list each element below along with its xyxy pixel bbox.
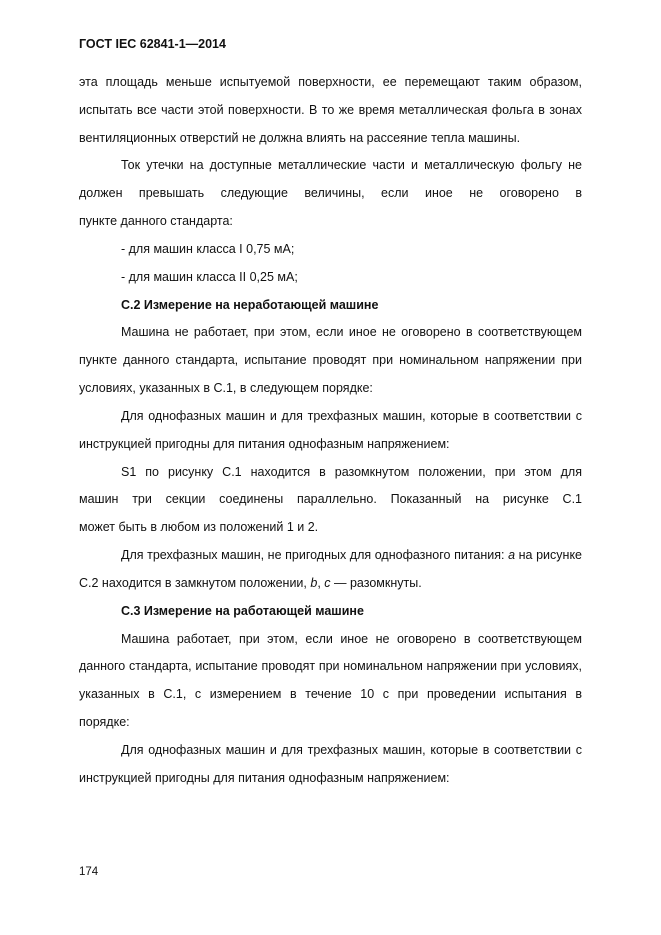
text-line: S1 по рисунку С.1 находится в разомкнутом положении, при этом для	[121, 464, 582, 479]
section-heading	[79, 292, 582, 320]
text-line: Машина не работает, при этом, если иное не оговорено в соответствующем	[121, 325, 582, 340]
document-header: ГОСТ IEC 62841-1—2014	[79, 37, 226, 51]
paragraph	[79, 69, 582, 152]
paragraph	[79, 236, 582, 264]
text-line: пункте данного стандарта:	[79, 214, 233, 229]
paragraph	[79, 319, 582, 402]
paragraph	[79, 264, 582, 292]
text-line: Ток утечки на доступные металлические части и металлическую фольгу не	[121, 158, 582, 173]
text-line: должен превышать следующие величины, если иное не оговорено в	[79, 186, 582, 201]
text-line: инструкцией пригодны для питания однофазным напряжением:	[79, 770, 450, 785]
paragraph	[79, 403, 582, 459]
text-line: Для однофазных машин и для трехфазных машин, которые в соответствии с	[121, 408, 582, 423]
text-line: порядке:	[79, 715, 130, 730]
text-line: С.2 Измерение на неработающей машине	[121, 297, 379, 312]
paragraph	[79, 542, 582, 598]
paragraph	[79, 737, 582, 793]
page-number: 174	[79, 866, 99, 878]
section-heading	[79, 598, 582, 626]
text-line: - для машин класса II 0,25 мА;	[121, 269, 298, 284]
text-line: данного стандарта, испытание проводят при номинальном напряжении при условиях,	[79, 659, 582, 674]
text-line: С.2 находится в замкнутом положении, b, c — разомкнуты.	[79, 575, 422, 590]
text-line: условиях, указанных в С.1, в следующем порядке:	[79, 381, 373, 396]
paragraph	[79, 626, 582, 737]
text-line: машин три секции соединены параллельно. Показанный на рисунке С.1	[79, 492, 582, 507]
text-line: испытать все части этой поверхности. В то же время металлическая фольга в зонах	[79, 102, 582, 117]
text-line: вентиляционных отверстий не должна влиять на рассеяние тепла машины.	[79, 130, 521, 145]
paragraph	[79, 152, 582, 235]
text-line: указанных в С.1, с измерением в течение 10 с при проведении испытания в	[79, 687, 582, 702]
text-line: эта площадь меньше испытуемой поверхности, ее перемещают таким образом,	[79, 75, 582, 89]
text-line: пункте данного стандарта, испытание проводят при номинальном напряжении при	[79, 353, 582, 368]
text-line: С.3 Измерение на работающей машине	[121, 603, 364, 618]
paragraph	[79, 459, 582, 542]
text-line: Для трехфазных машин, не пригодных для однофазного питания: a на рисунке	[121, 548, 582, 563]
text-line: - для машин класса I 0,75 мА;	[121, 241, 295, 256]
text-line: Машина работает, при этом, если иное не оговорено в соответствующем	[121, 631, 582, 646]
document-body	[79, 69, 582, 793]
text-line: Для однофазных машин и для трехфазных машин, которые в соответствии с	[121, 742, 582, 757]
text-line: инструкцией пригодны для питания однофазным напряжением:	[79, 436, 450, 451]
text-line: может быть в любом из положений 1 и 2.	[79, 520, 319, 535]
